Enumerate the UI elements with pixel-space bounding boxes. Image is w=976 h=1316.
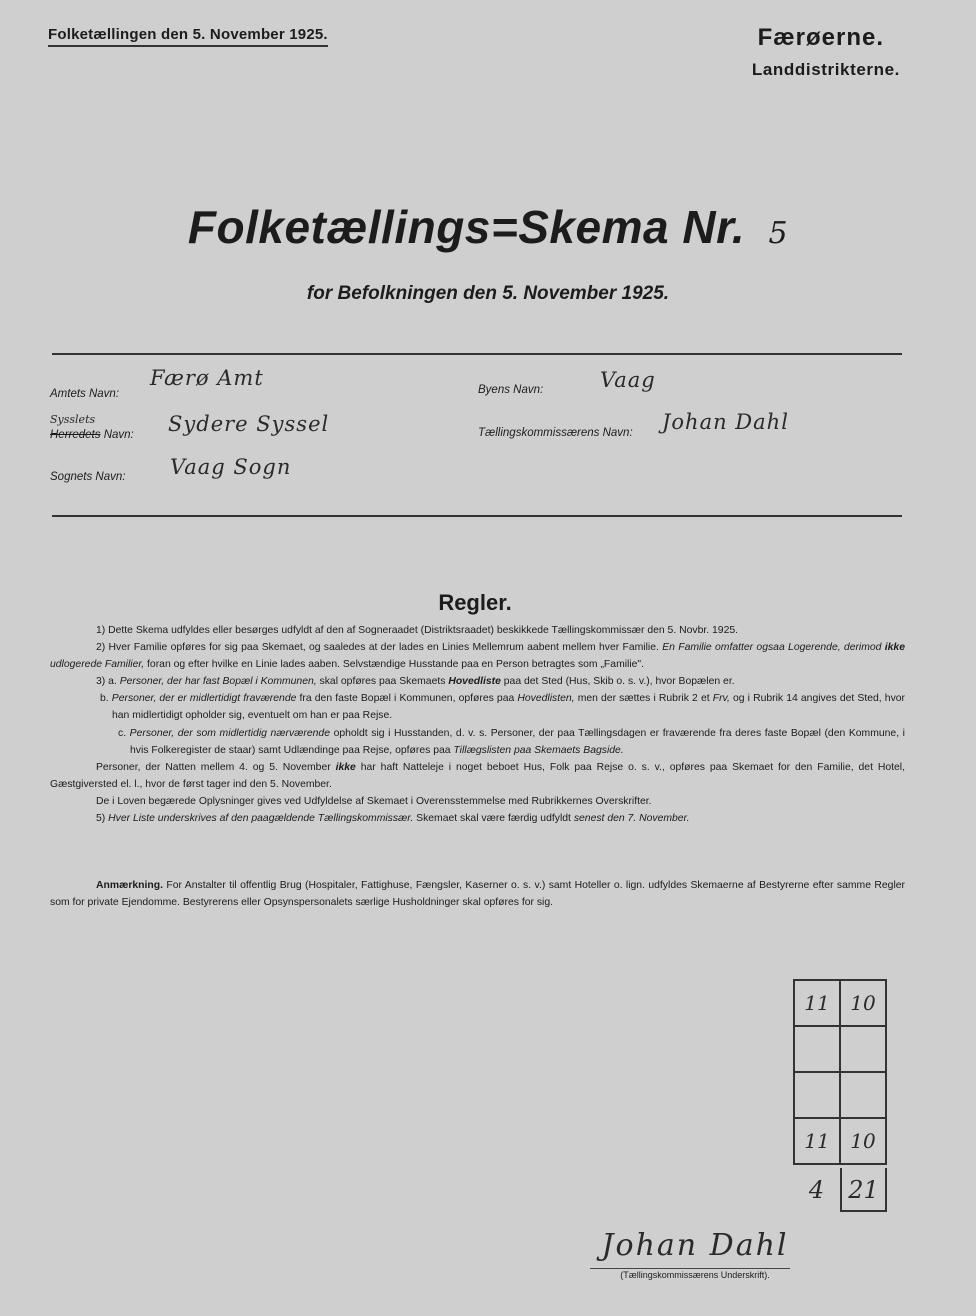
herred-struck-text: Herredets — [50, 429, 101, 441]
kommissaer-label: Tællingskommissærens Navn: — [478, 427, 633, 439]
herred-label — [50, 429, 134, 441]
signature-caption: (Tællingskommissærens Underskrift). — [620, 1270, 770, 1280]
tally-cell — [840, 1026, 886, 1072]
rules-body — [50, 622, 905, 827]
rule-loven: De i Loven begærede Oplysninger gives ved Udfyldelse af Skemaet i Overensstemmelse med Rubrikkernes Overskrifter. — [96, 795, 652, 807]
signature: Johan Dahl — [601, 1228, 789, 1263]
district-header: Landdistrikterne. — [751, 60, 900, 79]
rules-title: Regler. — [438, 590, 512, 615]
form-title-text: Folketællings=Skema Nr. — [187, 201, 746, 253]
divider-top — [52, 353, 902, 355]
rule-3c: c. Personer, der som midlertidig nærværende opholdt sig i Husstanden, d. v. s. Personer, der paa Tællingsdagen er fraværende fra deres faste Bopæl (den Kommune, i hvis Folkeregister de staar) samt Udlændinge paa Rejse, opføres paa Tillægslisten paa Skemaets Bagside. — [118, 727, 905, 756]
tally-total-right: 21 — [840, 1168, 887, 1212]
rule-1: 1) Dette Skema udfyldes eller besørges udfyldt af den af Sogneraadet (Distriktsraadet) beskikkede Tællingskommissær den 5. Novbr. 1925. — [96, 625, 739, 636]
tally-cell — [794, 1072, 840, 1118]
rule-3b: b. Personer, der er midlertidigt fraværende fra den faste Bopæl i Kommunen, opføres paa Hovedlisten, men der sættes i Rubrik 2 et Frv, og i Rubrik 14 angives det Sted, hvor han midlertidigt opholder sig, eventuelt om han er paa Rejse. — [100, 693, 905, 722]
form-title — [0, 200, 976, 254]
tally-row — [794, 1118, 886, 1164]
kommissaer-value: Johan Dahl — [662, 410, 789, 434]
tally-cell: 11 — [794, 980, 840, 1026]
tally-cell: 11 — [794, 1118, 840, 1164]
amt-label: Amtets Navn: — [50, 388, 120, 400]
herred-label-suffix: Navn: — [103, 429, 134, 441]
tally-table — [793, 979, 887, 1165]
tally-total — [793, 1168, 887, 1216]
sogn-value: Vaag Sogn — [170, 455, 292, 479]
tally-grid — [793, 979, 887, 1165]
tally-row — [794, 1072, 886, 1118]
rule-5: 5) Hver Liste underskrives af den paagældende Tællingskommissær. Skemaet skal være færdig udfyldt senest den 7. November. — [96, 813, 690, 825]
note-label: Anmærkning. — [96, 880, 163, 891]
tally-row — [794, 980, 886, 1026]
rule-3a: 3) a. Personer, der har fast Bopæl i Kommunen, skal opføres paa Skemaets Hovedliste paa det Sted (Hus, Skib o. s. v.), hvor Bopælen er. — [96, 676, 735, 688]
census-date-header: Folketællingen den 5. November 1925. — [48, 26, 328, 47]
byen-value: Vaag — [600, 368, 656, 392]
syssel-value: Sydere Syssel — [168, 412, 330, 436]
byen-label: Byens Navn: — [478, 384, 544, 396]
rule-2: 2) Hver Familie opføres for sig paa Skemaet, og saaledes at der lades en Linies Mellemrum aabent mellem hver Familie. En Familie omfatter ogsaa Logerende, derimod ikke udlogerede Familier, foran og efter hvilke en Linie lades aaben. Selvstændige Husstande paa en Person betragtes som „Familie". — [50, 642, 905, 671]
rule-4: Personer, der Natten mellem 4. og 5. November ikke har haft Natteleje i noget beboet Hus, Folk paa Rejse o. s. v., opføres paa Skemaet for den Familie, det Hotel, Gæstgiversted el. l., hvor de først tager ind den 5. November. — [50, 761, 905, 790]
tally-row — [794, 1026, 886, 1072]
signature-line — [590, 1268, 790, 1269]
note — [50, 877, 905, 911]
sogn-label: Sognets Navn: — [50, 471, 126, 483]
tally-cell — [840, 1072, 886, 1118]
region-header: Færøerne. — [757, 24, 884, 51]
form-number: 5 — [768, 216, 789, 251]
note-text: For Anstalter til offentlig Brug (Hospitaler, Fattighuse, Fængsler, Kaserner o. s. v.) samt Hoteller o. lign. udfyldes Skemaerne af Bestyrerne efter samme Regler som for private Ejendomme. Bestyrerens eller Opsynspersonalets særlige Husholdninger skal opføres for sig. — [50, 880, 905, 909]
form-subtitle: for Befolkningen den 5. November 1925. — [306, 283, 670, 304]
divider-bottom — [52, 515, 902, 517]
amt-value: Færø Amt — [150, 366, 264, 390]
syssel-handwritten-label: Sysslets — [50, 413, 96, 426]
tally-total-left: 4 — [808, 1176, 825, 1204]
tally-cell — [794, 1026, 840, 1072]
tally-cell: 10 — [840, 1118, 886, 1164]
tally-cell: 10 — [840, 980, 886, 1026]
